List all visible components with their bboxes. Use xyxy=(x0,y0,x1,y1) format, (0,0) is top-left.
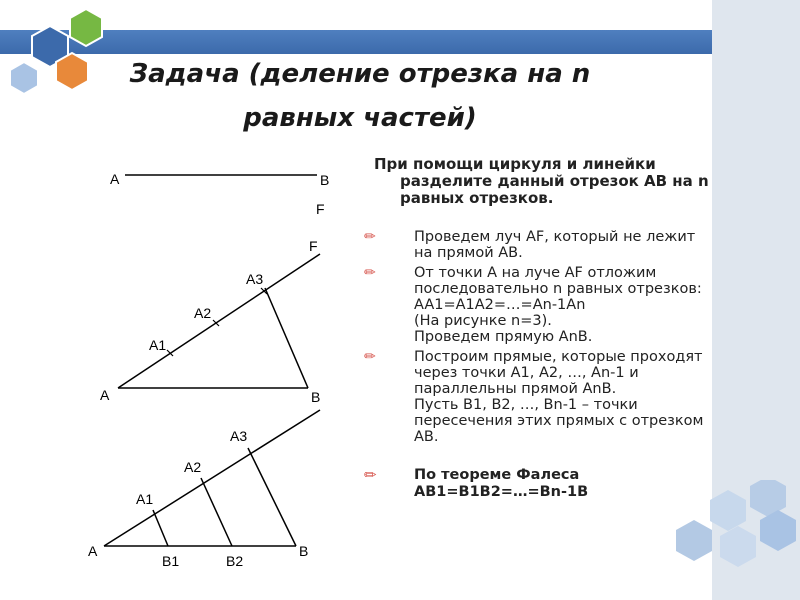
thales-conclusion xyxy=(360,467,750,501)
pencil-bullet-icon: ✏ xyxy=(364,265,376,281)
step-1-line-1: Проведем луч AF, который не лежит xyxy=(414,229,696,245)
conclusion-line-2: AB1=B1B2=…=Bn-1B xyxy=(414,484,589,500)
fig2-label-b: B xyxy=(311,389,321,405)
title-line-2: равных частей) xyxy=(243,103,477,133)
conclusion-line-1: По теореме Фалеса xyxy=(414,467,580,483)
step-2-line-2: последовательно n равных отрезков: xyxy=(414,281,702,297)
step-3-line-3: параллельны прямой AnB. xyxy=(414,381,617,397)
fig3-label-a3: A3 xyxy=(230,428,248,444)
fig3-label-b1: B1 xyxy=(162,553,180,569)
label-a: A xyxy=(110,171,120,187)
text-column xyxy=(360,156,750,501)
fig2-label-a: A xyxy=(100,387,110,403)
fig2-label-a1: A1 xyxy=(149,337,167,353)
figure-segment-ab xyxy=(110,171,329,217)
fig2-label-a3: A3 xyxy=(246,271,264,287)
fig3-label-b2: B2 xyxy=(226,553,244,569)
task-statement: При помощи циркуля и линейки разделите данный отрезок АВ на n равных отрезков. xyxy=(374,155,709,207)
pencil-bullet-icon: ✏ xyxy=(364,466,377,484)
fig3-label-a: A xyxy=(88,543,98,559)
step-3-line-5: пересечения этих прямых с отрезком xyxy=(414,413,704,429)
fig2-label-a2: A2 xyxy=(194,305,212,321)
steps-list xyxy=(360,229,750,445)
step-3-line-1: Построим прямые, которые проходят xyxy=(414,349,703,365)
fig2-label-f: F xyxy=(309,238,318,254)
step-2-note: (На рисунке n=3). xyxy=(414,313,552,329)
step-1 xyxy=(360,229,750,261)
label-b: B xyxy=(320,172,330,188)
construction-diagram xyxy=(80,160,350,580)
title-line-1: Задача (деление отрезка на n xyxy=(129,59,591,89)
step-3-line-4: Пусть B1, B2, …, Bn-1 – точки xyxy=(414,397,638,413)
hexagon-logo xyxy=(0,0,110,110)
step-3-line-2: через точки A1, A2, …, An-1 и xyxy=(414,365,639,381)
step-2-equation: AA1=A1A2=…=An-1An xyxy=(414,297,586,313)
slide-title xyxy=(100,52,620,140)
fig3-label-b: B xyxy=(299,543,309,559)
figure-parallels xyxy=(88,410,320,569)
step-3 xyxy=(360,349,750,445)
label-f: F xyxy=(316,201,325,217)
fig3-label-a2: A2 xyxy=(184,459,202,475)
step-1-line-2: на прямой АВ. xyxy=(414,245,523,261)
pencil-bullet-icon: ✏ xyxy=(364,229,376,245)
step-3-line-6: АВ. xyxy=(414,429,439,445)
pencil-bullet-icon: ✏ xyxy=(364,349,376,365)
step-2-line-1: От точки А на луче AF отложим xyxy=(414,265,657,281)
step-2-line-3: Проведем прямую AnB. xyxy=(414,329,593,345)
figure-ray-af xyxy=(100,238,320,405)
fig3-label-a1: A1 xyxy=(136,491,154,507)
step-2 xyxy=(360,265,750,345)
